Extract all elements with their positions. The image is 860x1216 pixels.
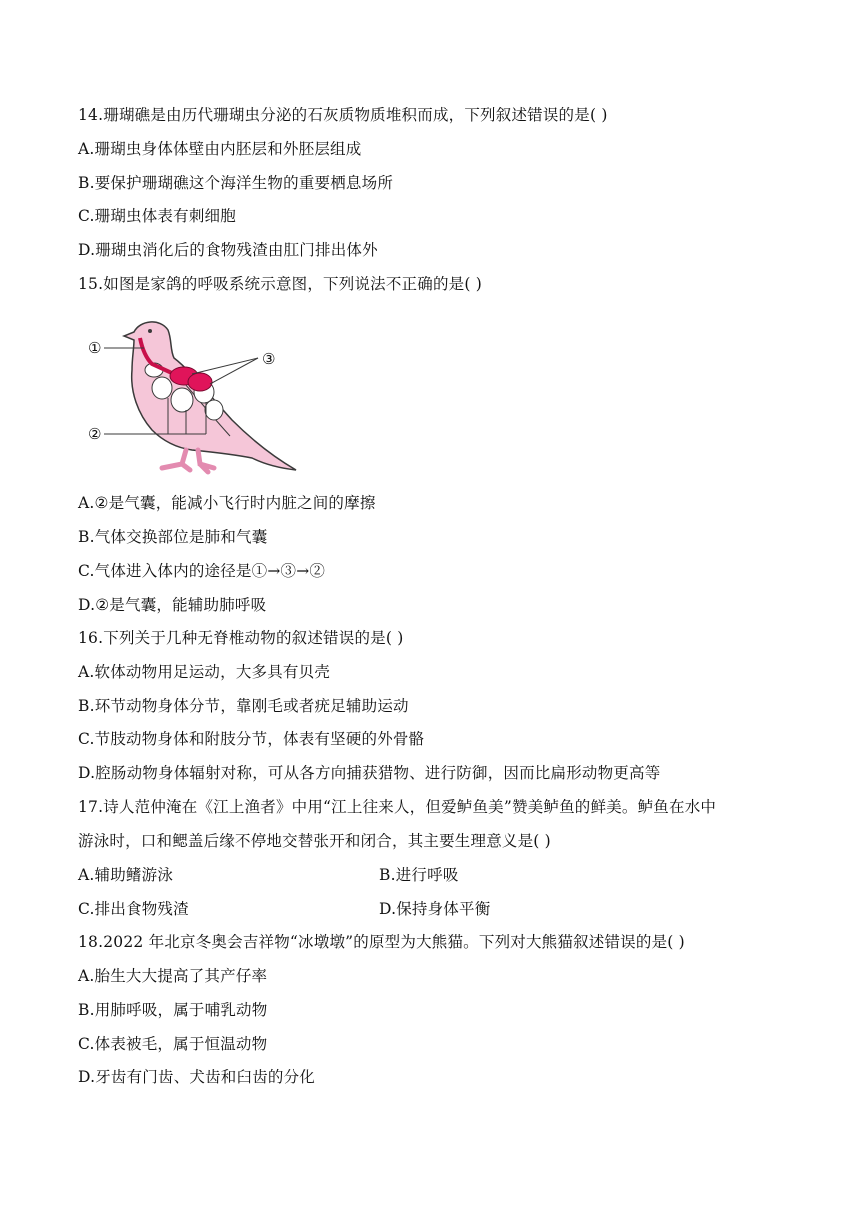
q16-option-b: B.环节动物身体分节，靠刚毛或者疣足辅助运动 <box>78 697 409 715</box>
q15-option-a: A.②是气囊，能减小飞行时内脏之间的摩擦 <box>78 494 376 512</box>
q14-option-d: D.珊瑚虫消化后的食物残渣由肛门排出体外 <box>78 241 378 259</box>
label-1: ① <box>88 339 102 357</box>
q15-option-d: D.②是气囊，能辅助肺呼吸 <box>78 596 267 614</box>
label-2: ② <box>88 425 102 443</box>
q18-option-c: C.体表被毛，属于恒温动物 <box>78 1035 268 1053</box>
air-sac <box>171 388 193 412</box>
pigeon-respiratory-diagram <box>82 318 302 476</box>
q16-option-c: C.节肢动物身体和附肢分节，体表有坚硬的外骨骼 <box>78 730 425 748</box>
q14-stem: 14.珊瑚礁是由历代珊瑚虫分泌的石灰质物质堆积而成，下列叙述错误的是( ) <box>78 106 608 124</box>
pigeon-diagram-svg <box>82 318 302 476</box>
q16-option-d: D.腔肠动物身体辐射对称，可从各方向捕获猎物、进行防御，因而比扁形动物更高等 <box>78 764 661 782</box>
leader-line-3a <box>192 358 258 374</box>
q18-option-a: A.胎生大大提高了其产仔率 <box>78 967 268 985</box>
q17-option-b: B.进行呼吸 <box>379 866 459 884</box>
q17-stem-line2: 游泳时，口和鳃盖后缘不停地交替张开和闭合，其主要生理意义是( ) <box>78 832 551 850</box>
air-sac <box>152 377 172 399</box>
q17-stem-line1: 17.诗人范仲淹在《江上渔者》中用“江上往来人，但爱鲈鱼美”赞美鲈鱼的鲜美。鲈鱼在水中 <box>78 798 717 816</box>
q14-option-c: C.珊瑚虫体表有刺细胞 <box>78 207 236 225</box>
q17-option-c: C.排出食物残渣 <box>78 900 189 918</box>
q15-stem: 15.如图是家鸽的呼吸系统示意图，下列说法不正确的是( ) <box>78 275 482 293</box>
q17-option-a: A.辅助鳍游泳 <box>78 866 174 884</box>
pigeon-legs <box>162 450 214 472</box>
q14-option-b: B.要保护珊瑚礁这个海洋生物的重要栖息场所 <box>78 174 394 192</box>
q15-option-c: C.气体进入体内的途径是①→③→② <box>78 562 326 580</box>
q14-option-a: A.珊瑚虫身体体壁由内胚层和外胚层组成 <box>78 140 362 158</box>
q15-option-b: B.气体交换部位是肺和气囊 <box>78 528 268 546</box>
q18-option-d: D.牙齿有门齿、犬齿和臼齿的分化 <box>78 1068 316 1086</box>
q16-stem: 16.下列关于几种无脊椎动物的叙述错误的是( ) <box>78 629 404 647</box>
q18-option-b: B.用肺呼吸，属于哺乳动物 <box>78 1001 268 1019</box>
pigeon-eye <box>148 329 152 333</box>
label-3: ③ <box>262 350 276 368</box>
air-sac <box>205 400 223 420</box>
q18-stem: 18.2022 年北京冬奥会吉祥物“冰墩墩”的原型为大熊猫。下列对大熊猫叙述错误的是( ) <box>78 933 685 951</box>
leader-line-3b <box>210 358 258 384</box>
q17-option-d: D.保持身体平衡 <box>379 900 491 918</box>
q16-option-a: A.软体动物用足运动，大多具有贝壳 <box>78 663 331 681</box>
lung <box>188 373 212 391</box>
